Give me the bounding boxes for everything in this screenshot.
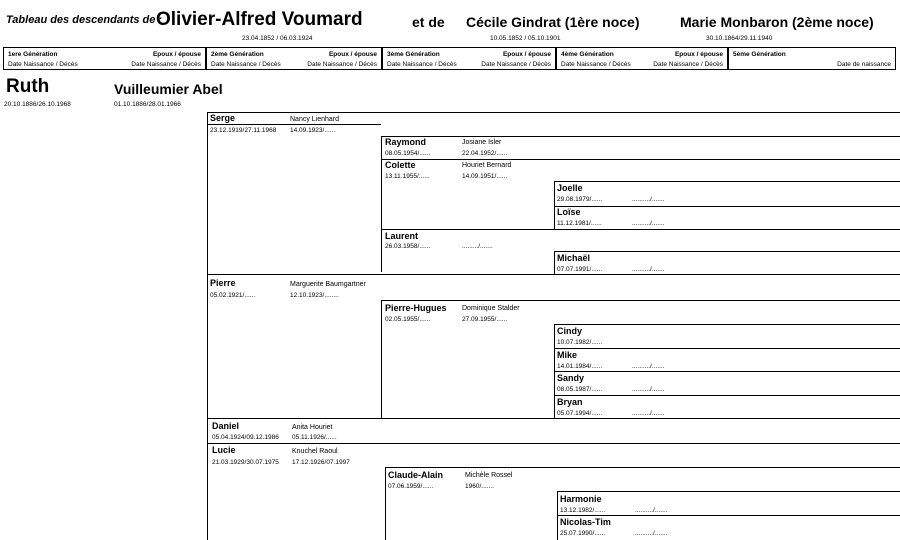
spouse-name: Houriet Bernard <box>462 162 512 169</box>
tree-line <box>207 418 900 419</box>
spouse-dates: ........./....... <box>462 243 493 250</box>
second-spouse-dates: 30.10.1864/29.11.1940 <box>706 35 773 42</box>
dates-label: Date Naissance / Décès <box>211 61 281 68</box>
person-sandy: Sandy <box>557 373 585 383</box>
column-header-gen1 <box>3 47 206 70</box>
spouse-name: Knuchel Raoul <box>292 448 338 455</box>
gen-label: 1ere Génération <box>8 51 58 58</box>
spouse-dates: ........../....... <box>632 410 665 417</box>
tree-line <box>557 515 900 516</box>
person-dates: 02.05.1955/...... <box>385 316 431 323</box>
root-person-dates: 20.10.1886/26.10.1968 <box>4 101 71 108</box>
tree-line <box>554 206 900 207</box>
tree-line <box>381 300 900 301</box>
tree-line <box>381 136 382 272</box>
first-spouse-dates: 10.05.1852 / 05.10.1901 <box>490 35 561 42</box>
ancestor-dates: 23.04.1852 / 06.03.1924 <box>242 35 313 42</box>
root-person-name: Ruth <box>6 76 50 97</box>
tree-line <box>381 300 382 418</box>
person-laurent: Laurent <box>385 231 419 241</box>
spouse-dates: 12.10.1923/........ <box>290 292 339 299</box>
tree-line <box>554 181 900 182</box>
person-colette: Colette <box>385 160 416 170</box>
person-dates: 08.05.1954/...... <box>385 150 431 157</box>
tree-line <box>207 443 900 444</box>
column-header-gen4 <box>556 47 728 70</box>
person-harmonie: Harmonie <box>560 494 602 504</box>
tree-line <box>381 159 900 160</box>
person-pierre: Pierre <box>210 278 236 288</box>
tree-line <box>385 467 386 540</box>
first-spouse-name: Cécile Gindrat (1ère noce) <box>466 14 640 30</box>
root-spouse-name: Vuilleumier Abel <box>114 81 223 97</box>
spouse-name: Marguerite Baumgartner <box>290 281 366 288</box>
title-label: Tableau des descendants de : <box>6 14 163 26</box>
tree-line <box>207 112 208 540</box>
tree-line <box>207 274 900 275</box>
spouse-name: Michèle Rossel <box>465 472 513 479</box>
spouse-label: Epoux / épouse <box>502 51 551 58</box>
ancestor-name: Olivier-Alfred Voumard <box>156 9 363 30</box>
tree-line <box>207 112 900 113</box>
tree-line <box>554 251 900 252</box>
person-pierre-hugues: Pierre-Hugues <box>385 303 447 313</box>
spouse-dates: 14.09.1951/...... <box>462 173 508 180</box>
person-claude-alain: Claude-Alain <box>388 470 444 480</box>
spouse-name: Josiane Isler <box>462 139 502 146</box>
person-mike: Mike <box>557 350 578 360</box>
person-dates: 07.07.1991/...... <box>557 266 603 273</box>
person-dates: 13.12.1982/...... <box>560 507 606 514</box>
person-dates: 05.02.1921/...... <box>210 292 256 299</box>
spouse-dates: 27.09.1955/...... <box>462 316 508 323</box>
person-dates: 10.07.1982/...... <box>557 339 603 346</box>
person-dates: 13.11.1955/...... <box>385 173 430 180</box>
person-dates: 05.07.1994/...... <box>557 410 603 417</box>
person-bryan: Bryan <box>557 397 583 407</box>
person-dates: 25.07.1990/...... <box>560 530 606 537</box>
spouse-dates: 14.09.1923/...... <box>290 127 336 134</box>
gen-label: 2ème Génération <box>211 51 264 58</box>
person-dates: 23.12.1919/27.11.1968 <box>210 127 277 134</box>
tree-line <box>381 229 900 230</box>
person-serge: Serge <box>210 113 236 123</box>
tree-line <box>381 136 900 137</box>
person-daniel: Daniel <box>212 421 240 431</box>
person-dates: 21.03.1929/30.07.1975 <box>212 459 279 466</box>
dates-label: Date Naissance / Décès <box>8 61 78 68</box>
column-header-gen2 <box>206 47 382 70</box>
person-joelle: Joelle <box>557 183 583 193</box>
spouse-label: Epoux / épouse <box>152 51 201 58</box>
spouse-name: Dominique Stalder <box>462 305 520 312</box>
person-dates: 05.04.1924/09.12.1986 <box>212 434 279 441</box>
spouse-dates: 22.04.1952/...... <box>462 150 508 157</box>
spouse-dates: ........../....... <box>635 530 668 537</box>
spouse-dates: ........../....... <box>632 363 665 370</box>
spouse-dates: 05.11.1926/...... <box>292 434 337 441</box>
spouse-name: Anita Houriet <box>292 424 333 431</box>
person-lucie: Lucie <box>212 445 236 455</box>
spouse-dates: ........../....... <box>632 196 665 203</box>
person-dates: 07.06.1959/...... <box>388 483 434 490</box>
dates-label: Date Naissance / Décès <box>131 61 201 68</box>
root-spouse-dates: 01.10.1886/28.01.1966 <box>114 101 181 108</box>
tree-line <box>554 348 900 349</box>
tree-line <box>207 124 381 125</box>
person-cindy: Cindy <box>557 326 583 336</box>
spouse-dates: ........../....... <box>632 266 665 273</box>
spouse-name: Nancy Lienhard <box>290 116 340 123</box>
spouse-label: Epoux / épouse <box>328 51 377 58</box>
person-dates: 08.05.1987/...... <box>557 386 603 393</box>
second-spouse-name: Marie Monbaron (2ème noce) <box>680 14 874 30</box>
person-nicolas-tim: Nicolas-Tim <box>560 517 611 527</box>
tree-line <box>554 251 555 275</box>
tree-line <box>554 371 900 372</box>
spouse-label: Epoux / épouse <box>674 51 723 58</box>
person-michael: Michaël <box>557 253 591 263</box>
dates-label: Date Naissance / Décès <box>481 61 551 68</box>
spouse-dates: ........../....... <box>632 386 665 393</box>
person-dates: 26.03.1958/...... <box>385 243 431 250</box>
spouse-dates: ........../....... <box>635 507 668 514</box>
column-header-gen3 <box>382 47 556 70</box>
spouse-dates: 1960/....... <box>465 483 494 490</box>
person-dates: 29.08.1979/...... <box>557 196 603 203</box>
dates-label: Date Naissance / Décès <box>387 61 457 68</box>
spouse-dates: 17.12.1926/07.1997 <box>292 459 350 466</box>
dates-label: Date Naissance / Décès <box>307 61 377 68</box>
connector-text: et de <box>412 14 445 30</box>
gen-label: 4ème Génération <box>561 51 614 58</box>
dates-label: Date de naissance <box>837 61 891 68</box>
person-loise: Loïse <box>557 207 581 217</box>
tree-line <box>554 395 900 396</box>
tree-line <box>385 467 900 468</box>
person-raymond: Raymond <box>385 137 427 147</box>
tree-line <box>554 324 900 325</box>
gen-label: 5ème Génération <box>733 51 786 58</box>
person-dates: 14.01.1984/...... <box>557 363 603 370</box>
dates-label: Date Naissance / Décès <box>561 61 631 68</box>
person-dates: 11.12.1981/...... <box>557 220 602 227</box>
spouse-dates: ........../....... <box>632 220 665 227</box>
column-header-gen5 <box>728 47 896 70</box>
gen-label: 3ème Génération <box>387 51 440 58</box>
dates-label: Date Naissance / Décès <box>653 61 723 68</box>
tree-line <box>557 491 900 492</box>
